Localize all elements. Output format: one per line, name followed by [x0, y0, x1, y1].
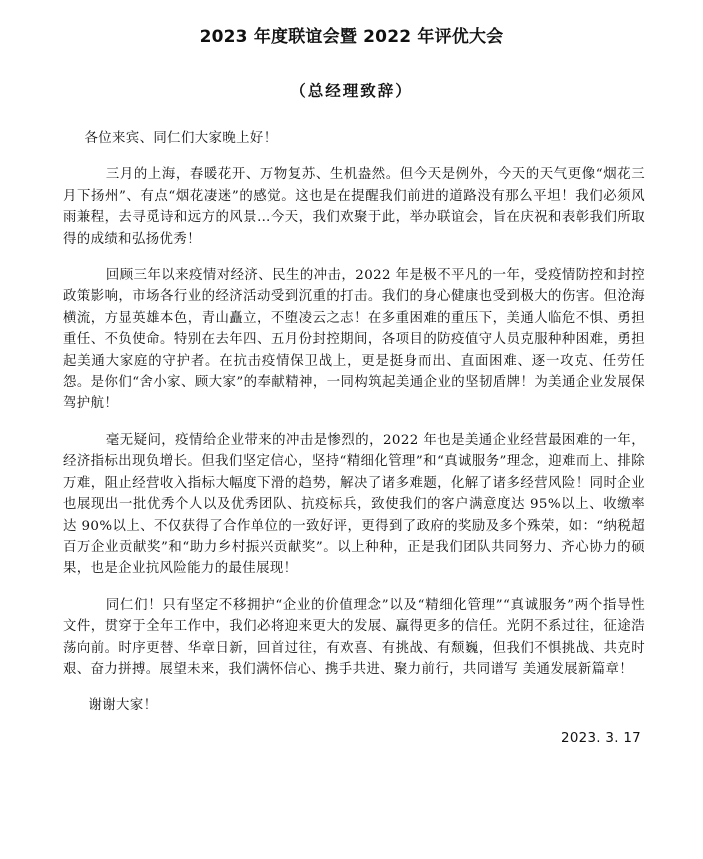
closing-line: 谢谢大家！	[88, 698, 158, 714]
paragraph-business: 毫无疑问，疫情给企业带来的冲击是惨烈的，2022 年也是美通企业经营最困难的一年，经济指标出现负增长。但我们坚定信心，坚持“精细化管理”和“真诚服务”理念，迎难而上、排除万难，阻止经营收入指标大幅度下滑的趋势，解决了诸多难题，化解了诸多经营风险！同时企业也展现出一批优秀个人以及优秀团队、抗疫标兵，致使我们的客户满意度达 95%以上、收缴率达 90%以上、不仅获得了合作单位的一致好评，更得到了政府的奖励及多个殊荣，如：“纳税超百万企业贡献奖”和“助力乡村振兴贡献奖”。以上种种，正是我们团队共同努力、齐心协力的硕果，也是企业抗风险能力的最佳展现！	[63, 432, 645, 577]
document-body	[63, 128, 645, 717]
document-date: 2023. 3. 17	[561, 731, 641, 746]
paragraph-review: 回顾三年以来疫情对经济、民生的冲击，2022 年是极不平凡的一年，受疫情防控和封控政策影响，市场各行业的经济活动受到沉重的打击。我们的身心健康也受到极大的伤害。但沧海横流，方显英雄本色，青山矗立，不堕凌云之志！在多重困难的重压下，美通人临危不惧、勇担重任、不负使命。特别在去年四、五月份封控期间，各项目的防疫值守人员克服种种困难，勇担起美通大家庭的守护者。在抗击疫情保卫战上，更是挺身而出、直面困难、逐一攻克、任劳任怨。是你们“舍小家、顾大家”的奉献精神，一同构筑起美通企业的坚韧盾牌！为美通企业发展保驾护航！	[63, 268, 645, 412]
document-subtitle: （总经理致辞）	[290, 81, 413, 100]
greeting-line: 各位来宾、同仁们大家晚上好！	[84, 131, 278, 146]
paragraph-opening: 三月的上海，春暖花开、万物复苏、生机盎然。但今天是例外，今天的天气更像“烟花三月下扬州”、有点“烟花凄迷”的感觉。这也是在提醒我们前进的道路没有那么平坦！我们必须风雨兼程，去寻觅诗和远方的风景…今天，我们欢聚于此，举办联谊会，旨在庆祝和表彰我们所取得的成绩和弘扬优秀！	[63, 167, 645, 247]
paragraph-outlook: 同仁们！只有坚定不移拥护“企业的价值理念”以及“精细化管理”“真诚服务”两个指导性文件，贯穿于全年工作中，我们必将迎来更大的发展、赢得更多的信任。光阴不系过往，征途浩荡向前。时序更替、华章日新，回首过往，有欢喜、有挑战、有颓巍，但我们不惧挑战、共克时艰、奋力拼搏。展望未来，我们满怀信心、携手共进、聚力前行，共同谱写 美通发展新篇章！	[63, 597, 645, 677]
document-title: 2023 年度联谊会暨 2022 年评优大会	[199, 27, 504, 47]
